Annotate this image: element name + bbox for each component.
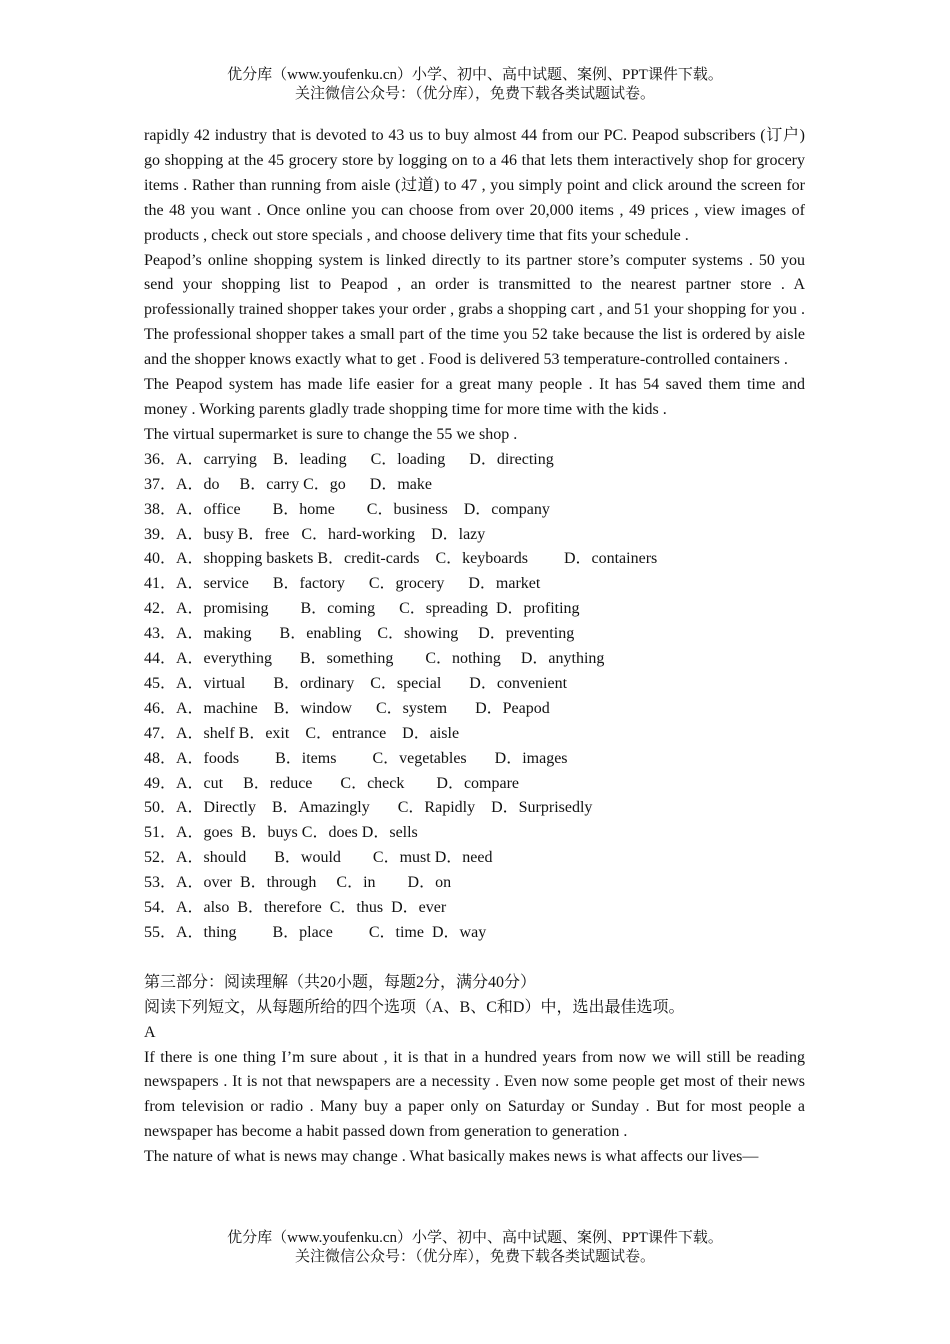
passage-paragraph: rapidly 42 industry that is devoted to 43 us to buy almost 44 from our PC. Peapod subscribers (订户) go shopping at the 45 grocery store by logging on to a 46 that lets them interactively shop for grocery items . Rather than running from aisle (过道) to 47 , you simply point and click around the screen for the 48 you want . Once online you can choose from over 20,000 items , 49 prices , view images of products , check out store specials , and choose delivery time that fits your schedule . [144,127,805,244]
question-47-options: 47．A．shelf B．exit C．entrance D．aisle [144,724,460,742]
question-38-options: 38．A．office B．home C．business D．company [144,500,550,518]
question-55-options: 55．A．thing B．place C．time D．way [144,924,487,941]
question-52-options: 52．A．should B．would C．must D．need [144,849,493,867]
question-45-options: 45．A．virtual B．ordinary C．special D．convenient [144,674,568,692]
question-options-list [144,448,805,946]
document-body [144,124,805,1170]
reading-paragraph: If there is one thing I’m sure about , it is that in a hundred years from now we will still be reading newspapers . It is not that newspapers are a necessity . Even now some people get most of their news from television or radio . Many buy a paper only on Saturday or Sunday . But for most people a newspaper has become a habit passed down from generation to generation . [144,1048,805,1141]
question-40-options: 40．A．shopping baskets B．credit-cards C．keyboards D．containers [144,550,658,568]
footer-line-2: 关注微信公众号：（优分库），免费下载各类试题试卷。 [294,1249,655,1265]
question-36-options: 36．A．carrying B．leading C．loading D．directing [144,450,554,468]
passage-paragraph: The virtual supermarket is sure to change the 55 we shop . [144,425,518,443]
question-54-options: 54．A．also B．therefore C．thus D．ever [144,899,447,917]
section-spacer [144,946,805,971]
question-51-options: 51．A．goes B．buys C．does D．sells [144,824,418,842]
part3-title: 第三部分：阅读理解（共20小题，每题2分，满分40分） [144,973,537,991]
passage-paragraph: The Peapod system has made life easier for a great many people . It has 54 saved them time and money . Working parents gladly trade shopping time for more time with the kids . [144,376,805,418]
question-44-options: 44．A．everything B．something C．nothing D．anything [144,650,605,668]
question-50-options: 50．A．Directly B．Amazingly C．Rapidly D．Surprisedly [144,799,593,817]
question-39-options: 39．A．busy B．free C．hard-working D．lazy [144,525,486,543]
reading-paragraph: The nature of what is news may change . What basically makes news is what affects our lives— [144,1148,759,1166]
question-41-options: 41．A．service B．factory C．grocery D．market [144,575,541,593]
passage-paragraph: Peapod’s online shopping system is linked directly to its partner store’s computer systems . 50 you send your shopping list to Peapod , an order is transmitted to the nearest partner store . A professionally trained shopper takes your order , grabs a shopping cart , and 51 your shopping for you . The professional shopper takes a small part of the time you 52 take because the list is ordered by aisle and the shopper knows exactly what to get . Food is delivered 53 temperature-controlled containers . [144,251,805,369]
page-header [0,66,950,104]
section-label: A [144,1023,156,1041]
question-53-options: 53．A．over B．through C．in D．on [144,874,452,892]
part3-instruction: 阅读下列短文，从每题所给的四个选项（A、B、C和D）中，选出最佳选项。 [144,998,685,1016]
question-42-options: 42．A．promising B．coming C．spreading D．profiting [144,600,580,618]
question-46-options: 46．A．machine B．window C．system D．Peapod [144,699,550,717]
header-line-1: 优分库（www.youfenku.cn）小学、初中、高中试题、案例、PPT课件下载。 [227,67,723,83]
header-line-2: 关注微信公众号：（优分库），免费下载各类试题试卷。 [294,86,655,102]
question-49-options: 49．A．cut B．reduce C．check D．compare [144,774,520,792]
page-footer [0,1229,950,1267]
question-37-options: 37．A．do B．carry C．go D．make [144,475,432,493]
question-43-options: 43．A．making B．enabling C．showing D．preventing [144,625,575,643]
footer-line-1: 优分库（www.youfenku.cn）小学、初中、高中试题、案例、PPT课件下载。 [227,1230,723,1246]
question-48-options: 48．A．foods B．items C．vegetables D．images [144,749,568,767]
